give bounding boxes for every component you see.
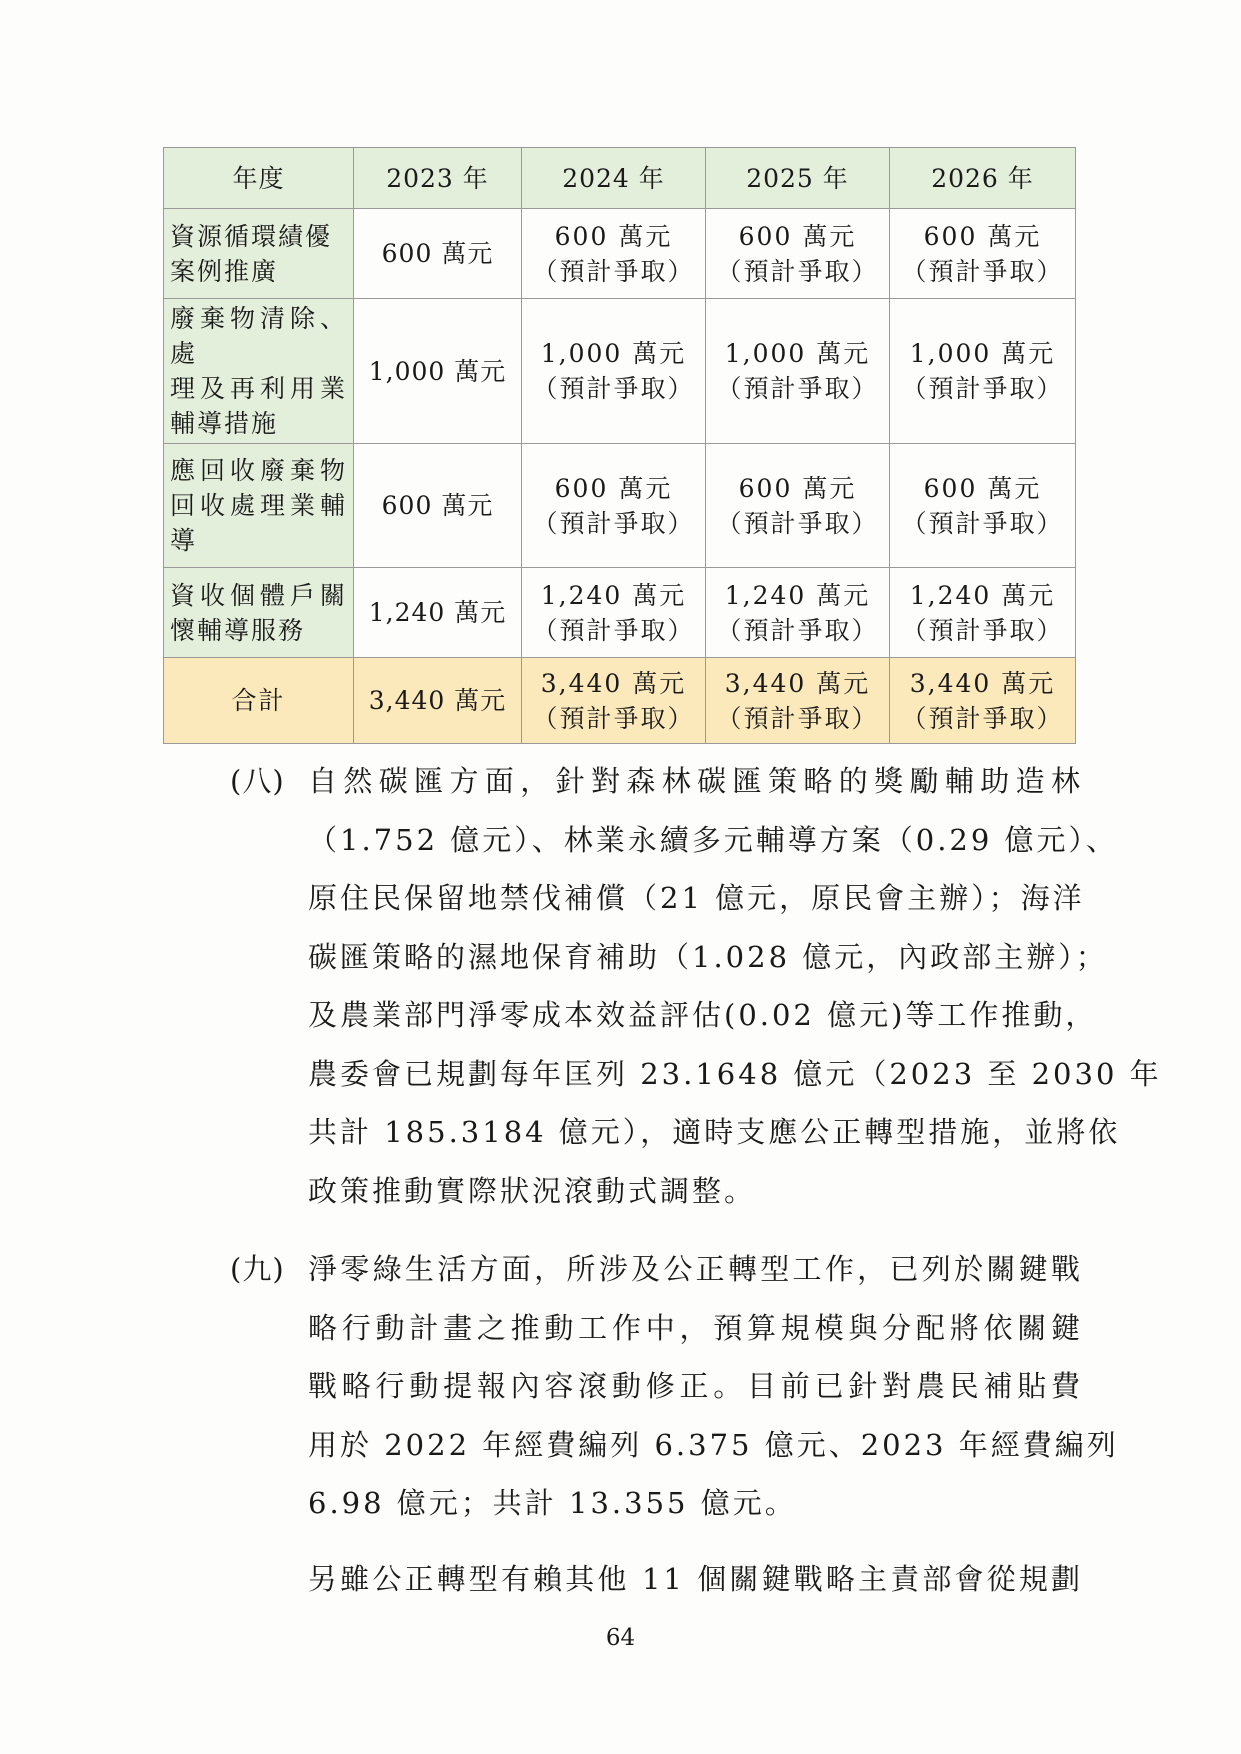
paragraph-line: 原住民保留地禁伐補償（21 億元，原民會主辦）；海洋	[308, 881, 1085, 915]
cell-amount: 600 萬元	[554, 473, 673, 503]
table-row	[164, 568, 1076, 658]
cell-note: （預計爭取）	[716, 508, 879, 538]
cell-note: （預計爭取）	[532, 615, 695, 645]
cell-amount: 1,240 萬元	[724, 580, 871, 610]
row-label	[164, 299, 354, 444]
cell-note: （預計爭取）	[716, 615, 879, 645]
paragraph-continuation	[308, 1550, 1088, 1609]
cell-note: （預計爭取）	[716, 374, 879, 403]
row-label-line: 資源循環績優	[170, 221, 333, 251]
row-label-line: 資收個體戶關	[170, 580, 347, 610]
paragraph-body	[308, 752, 1162, 1220]
cell-amount: 600 萬元	[738, 473, 857, 503]
paragraph-line: 戰略行動提報內容滾動修正。目前已針對農民補貼費	[308, 1369, 1083, 1403]
cell-amount: 1,240 萬元	[540, 580, 687, 610]
row-label	[164, 568, 354, 658]
paragraph-body	[308, 1240, 1119, 1533]
paragraph-line: 農委會已規劃每年匡列 23.1648 億元（2023 至 2030 年	[308, 1056, 1162, 1091]
cell-2025	[706, 299, 890, 444]
budget-table	[163, 147, 1076, 744]
header-cell-2026: 2026 年	[890, 148, 1076, 209]
header-cell-2023: 2023 年	[354, 148, 522, 209]
cell-2023: 1,000 萬元	[354, 299, 522, 444]
paragraph-line: 用於 2022 年經費編列 6.375 億元、2023 年經費編列	[308, 1427, 1119, 1462]
total-cell-2026	[890, 658, 1076, 744]
paragraph-line: 略行動計畫之推動工作中，預算規模與分配將依關鍵	[308, 1310, 1083, 1345]
table-row	[164, 299, 1076, 444]
cell-amount: 1,000 萬元	[724, 339, 871, 368]
cell-2023: 600 萬元	[354, 209, 522, 299]
cell-amount: 600 萬元	[923, 473, 1042, 503]
cell-amount: 1,000 萬元	[909, 339, 1056, 368]
cell-2024	[522, 209, 706, 299]
paragraph-line: 自然碳匯方面，針對森林碳匯策略的獎勵輔助造林	[308, 764, 1083, 798]
paragraph-nine	[230, 1240, 1119, 1533]
cell-note: （預計爭取）	[532, 508, 695, 538]
cell-note: （預計爭取）	[901, 508, 1064, 538]
header-cell-year: 年度	[164, 148, 354, 209]
paragraph-line: 政策推動實際狀況滾動式調整。	[308, 1173, 757, 1208]
paragraph-label: (九)	[230, 1252, 285, 1286]
total-cell-2024	[522, 658, 706, 744]
table-total-row	[164, 658, 1076, 744]
row-label-line: 案例推廣	[170, 256, 279, 286]
row-label	[164, 444, 354, 568]
cell-note: （預計爭取）	[532, 374, 695, 403]
header-cell-2024: 2024 年	[522, 148, 706, 209]
cell-note: （預計爭取）	[532, 703, 695, 733]
paragraph-line: （1.752 億元）、林業永續多元輔導方案（0.29 億元）、	[308, 822, 1119, 857]
total-cell-2023: 3,440 萬元	[354, 658, 522, 744]
row-label-line: 導	[170, 526, 198, 555]
cell-note: （預計爭取）	[901, 374, 1064, 403]
paragraph-line: 碳匯策略的濕地保育補助（1.028 億元，內政部主辦）；	[308, 939, 1108, 974]
row-label	[164, 209, 354, 299]
cell-2026	[890, 299, 1076, 444]
cell-2026	[890, 568, 1076, 658]
cell-amount: 600 萬元	[923, 221, 1042, 251]
row-label-line: 理及再利用業	[170, 374, 347, 403]
row-label-line: 應回收廢棄物	[170, 456, 347, 485]
cell-amount: 600 萬元	[554, 221, 673, 251]
cell-2026	[890, 444, 1076, 568]
cell-note: （預計爭取）	[901, 256, 1064, 286]
cell-amount: 3,440 萬元	[540, 668, 687, 698]
table-row	[164, 209, 1076, 299]
cell-note: （預計爭取）	[532, 256, 695, 286]
cell-amount: 1,000 萬元	[540, 339, 687, 368]
paragraph-line: 另雖公正轉型有賴其他 11 個關鍵戰略主責部會從規劃	[308, 1562, 1083, 1596]
cell-2025	[706, 568, 890, 658]
cell-2025	[706, 444, 890, 568]
paragraph-line: 共計 185.3184 億元），適時支應公正轉型措施，並將依	[308, 1115, 1121, 1149]
paragraph-line: 及農業部門淨零成本效益評估(0.02 億元)等工作推動，	[308, 998, 1098, 1032]
cell-note: （預計爭取）	[716, 256, 879, 286]
paragraph-label: (八)	[230, 764, 285, 798]
cell-2024	[522, 568, 706, 658]
cell-2026	[890, 209, 1076, 299]
page-number: 64	[605, 1625, 636, 1651]
paragraph-line: 淨零綠生活方面，所涉及公正轉型工作，已列於關鍵戰	[308, 1252, 1083, 1286]
paragraph-line: 6.98 億元；共計 13.355 億元。	[308, 1486, 797, 1520]
cell-2023: 600 萬元	[354, 444, 522, 568]
cell-amount: 3,440 萬元	[724, 668, 871, 698]
cell-amount: 600 萬元	[738, 221, 857, 251]
row-label-line: 回收處理業輔	[170, 491, 347, 520]
table-header-row	[164, 148, 1076, 209]
cell-note: （預計爭取）	[901, 615, 1064, 645]
cell-note: （預計爭取）	[901, 703, 1064, 733]
header-cell-2025: 2025 年	[706, 148, 890, 209]
total-cell-2025	[706, 658, 890, 744]
cell-note: （預計爭取）	[716, 703, 879, 733]
cell-2023: 1,240 萬元	[354, 568, 522, 658]
cell-amount: 1,240 萬元	[909, 580, 1056, 610]
row-label-line: 廢棄物清除、處	[170, 304, 347, 368]
cell-2024	[522, 299, 706, 444]
total-label: 合計	[164, 658, 354, 744]
paragraph-eight	[230, 752, 1162, 1220]
row-label-line: 輔導措施	[170, 409, 279, 438]
cell-2024	[522, 444, 706, 568]
table-row	[164, 444, 1076, 568]
cell-amount: 3,440 萬元	[909, 668, 1056, 698]
row-label-line: 懷輔導服務	[170, 615, 306, 645]
cell-2025	[706, 209, 890, 299]
